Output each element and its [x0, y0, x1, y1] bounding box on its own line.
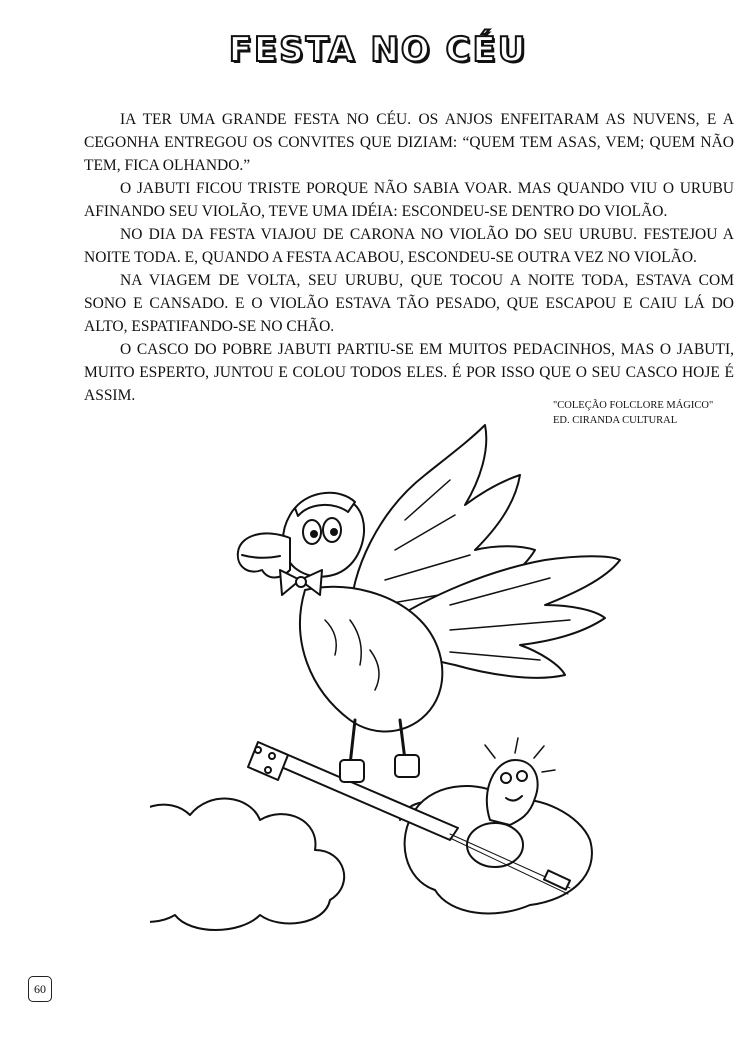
page-number: 60: [28, 976, 52, 1002]
illustration: [150, 420, 630, 940]
story-paragraph: O JABUTI FICOU TRISTE PORQUE NÃO SABIA VOAR. MAS QUANDO VIU O URUBU AFINANDO SEU VIOLÃO, TEVE UMA IDÉIA: ESCONDEU-SE DENTRO DO VIOLÃO.: [84, 180, 734, 220]
credit-collection: "COLEÇÃO FOLCLORE MÁGICO": [553, 400, 714, 411]
credit-publisher: ED. CIRANDA CULTURAL: [553, 415, 678, 426]
page-title-text: FESTA NO CÉU: [228, 30, 528, 70]
story-paragraph: O CASCO DO POBRE JABUTI PARTIU-SE EM MUITOS PEDACINHOS, MAS O JABUTI, MUITO ESPERTO, JUNTOU E COLOU TODOS ELES. É POR ISSO QUE O SEU CASCO HOJE É ASSIM.: [84, 341, 734, 404]
story-paragraph: IA TER UMA GRANDE FESTA NO CÉU. OS ANJOS ENFEITARAM AS NUVENS, E A CEGONHA ENTREGOU OS CONVITES QUE DIZIAM: “QUEM TEM ASAS, VEM; QUEM NÃO TEM, FICA OLHANDO.”: [84, 111, 734, 174]
vulture-icon: [238, 425, 620, 782]
story-paragraph: NO DIA DA FESTA VIAJOU DE CARONA NO VIOLÃO DO SEU URUBU. FESTEJOU A NOITE TODA. E, QUANDO A FESTA ACABOU, ESCONDEU-SE OUTRA VEZ NO VIOLÃO.: [84, 226, 734, 266]
page-title: [0, 30, 756, 70]
story-paragraph: NA VIAGEM DE VOLTA, SEU URUBU, QUE TOCOU A NOITE TODA, ESTAVA COM SONO E CANSADO. E O VIOLÃO ESTAVA TÃO PESADO, QUE ESCAPOU E CAIU LÁ DO ALTO, ESPATIFANDO-SE NO CHÃO.: [84, 272, 734, 335]
story-text: [84, 108, 734, 407]
